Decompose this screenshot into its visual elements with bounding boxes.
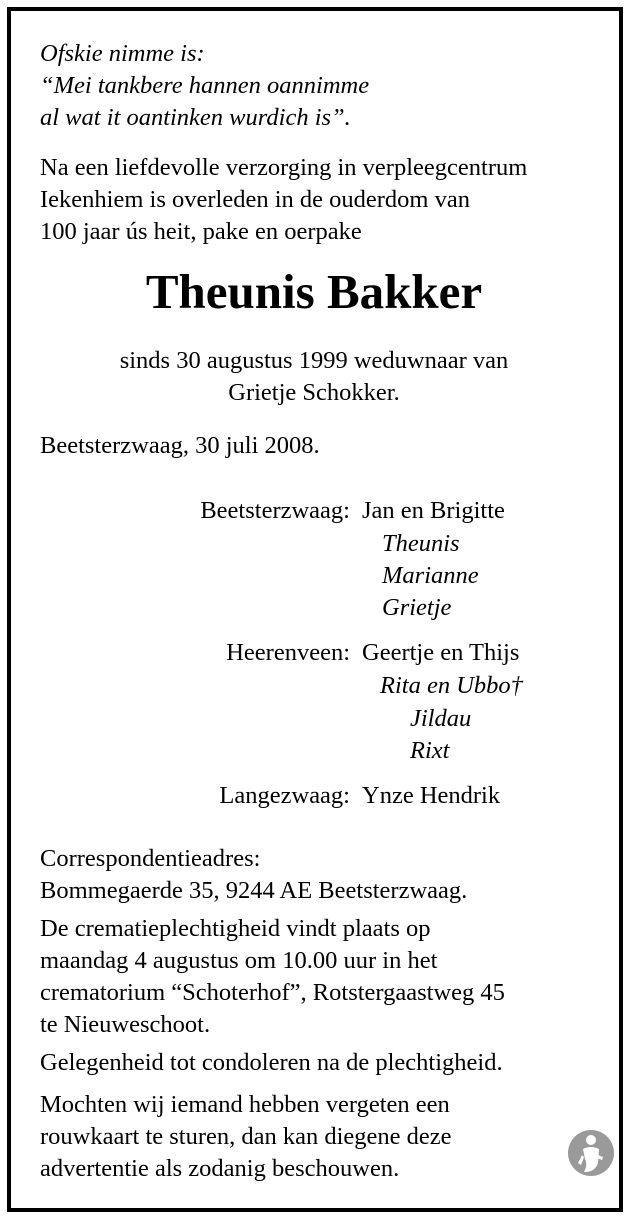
correspondence-line: Bommegaerde 35, 9244 AE Beetsterzwaag.	[40, 877, 468, 904]
family-child: Marianne	[382, 562, 479, 589]
family-child: Grietje	[382, 594, 452, 621]
family-child: Rita en Ubbo†	[380, 672, 523, 699]
motto-line: “Mei tankbere hannen oannimme	[40, 72, 370, 99]
widower-line: Grietje Schokker.	[228, 379, 400, 406]
family-names: Jan en Brigitte	[362, 497, 505, 524]
closing-line: Mochten wij iemand hebben vergeten een	[40, 1091, 450, 1118]
family-names: Ynze Hendrik	[362, 782, 501, 809]
mourning-figure-icon	[567, 1127, 615, 1179]
closing-line: advertentie als zodanig beschouwen.	[40, 1155, 400, 1182]
family-names: Geertje en Thijs	[362, 639, 520, 666]
closing-line: rouwkaart te sturen, dan kan diegene deze	[40, 1123, 452, 1150]
family-grandchild: Jildau	[410, 705, 472, 732]
widower-line: sinds 30 augustus 1999 weduwnaar van	[119, 347, 509, 374]
motto-line: al wat it oantinken wurdich is”.	[40, 104, 351, 131]
deceased-name: Theunis Bakker	[145, 264, 483, 319]
cremation-line: te Nieuweschoot.	[40, 1011, 211, 1038]
family-place: Heerenveen:	[226, 639, 350, 666]
intro-line: Na een liefdevolle verzorging in verpleegcentrum	[40, 154, 528, 181]
place-date: Beetsterzwaag, 30 juli 2008.	[40, 432, 320, 459]
family-grandchild: Rixt	[410, 737, 450, 764]
family-child: Theunis	[382, 530, 460, 557]
intro-line: Iekenhiem is overleden in de ouderdom van	[40, 186, 470, 213]
condolence-line: Gelegenheid tot condoleren na de plechtigheid.	[40, 1049, 503, 1076]
motto-line: Ofskie nimme is:	[40, 40, 205, 67]
family-place: Beetsterzwaag:	[200, 497, 350, 524]
cremation-line: maandag 4 augustus om 10.00 uur in het	[40, 947, 438, 974]
cremation-line: De crematieplechtigheid vindt plaats op	[40, 915, 431, 942]
family-place: Langezwaag:	[219, 782, 350, 809]
correspondence-line: Correspondentieadres:	[40, 845, 261, 872]
cremation-line: crematorium “Schoterhof”, Rotstergaastweg 45	[40, 979, 505, 1006]
intro-line: 100 jaar ús heit, pake en oerpake	[40, 218, 362, 245]
